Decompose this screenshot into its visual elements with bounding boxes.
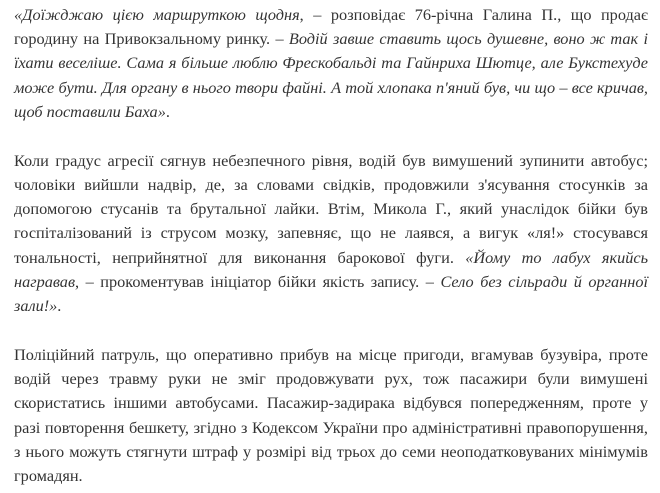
text-segment: , – розповідає 76-річна Галина П., що продає городину на Привокзальному ринку. – [14, 5, 648, 49]
text-segment: Поліційний патруль, що оперативно прибув на місце пригоди, вгамував бузувіра, проте водій через травму руки не зміг продовжувати рух, тож пасажири були вимушені скористатись іншими автобусами. Пасажир-задирака відбувся попередженням, проте у разі повторення бешкету, згідно з Кодексом України про адміністративні правопорушення, з нього можуть стягнути штраф у розмірі від трьох до семи неоподатковуваних мінімумів громадян. [14, 345, 648, 486]
italic-quote-segment: «Йому то лабух якийсь награвав [14, 247, 648, 291]
paragraph-police [14, 343, 648, 488]
paragraph-fight [14, 149, 648, 318]
italic-quote-segment: «Доїжджаю цією маршруткою щодня [14, 5, 300, 24]
text-segment: . [57, 296, 62, 316]
paragraph-quote-galyna [14, 3, 648, 124]
text-segment: . [165, 101, 170, 121]
italic-quote-segment: Водій завше ставить щось душевне, воно ж так і їхати веселіше. Сама я більше люблю Фрескобальді та Гайнриха Шютце, але Букстехуде може бути. Для органу в нього твори файні. А той хлопака п'яний був, чи що – все кричав, щоб поставили Баха» [14, 29, 648, 121]
italic-quote-segment: Село без сільради й органної зали!» [14, 271, 648, 316]
text-segment: Коли градус агресії сягнув небезпечного рівня, водій був вимушений зупинити автобус; чоловіки вийшли надвір, де, за словами свідків, продовжили з'ясування стосунків за допомогою стусанів та брутальної лайки. Втім, Микола Г., який унаслідок бійки був госпіталізований із струсом мозку, запевняє, що не лаявся, а вигук «ля!» стосувався тональності, неприйнятної для виконання барокової фуги. [14, 150, 648, 267]
text-segment: , – прокоментував ініціатор бійки якість запису. – [75, 271, 441, 291]
